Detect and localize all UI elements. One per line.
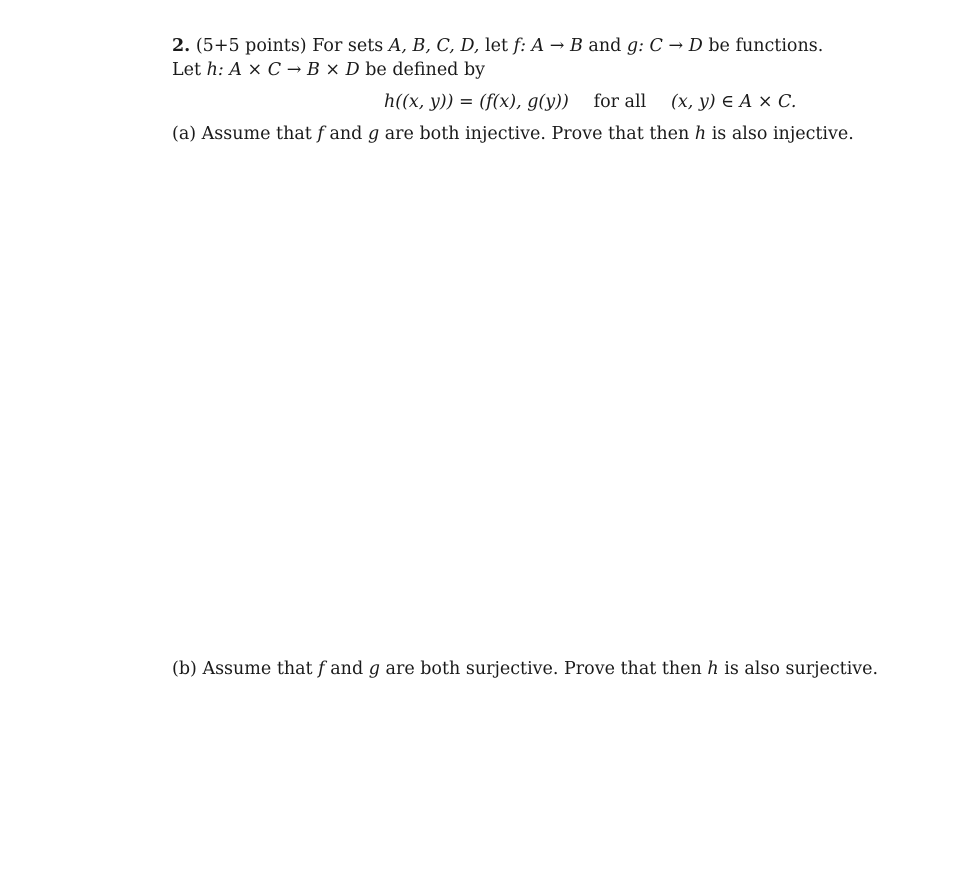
g-map: : C → D bbox=[638, 36, 703, 56]
formula: h((x, y)) = (f(x), g(y)) bbox=[384, 92, 569, 112]
part-b-g: g bbox=[368, 659, 380, 679]
part-b-h: h bbox=[707, 659, 719, 679]
h-map: : A × C → B × D bbox=[217, 60, 360, 80]
problem-number: 2. bbox=[172, 36, 191, 56]
formula-for-all: for all bbox=[593, 92, 647, 112]
problem-points: (5+5 points) bbox=[195, 36, 307, 56]
problem-intro: For sets bbox=[312, 36, 384, 56]
defined-by: be defined by bbox=[365, 60, 486, 80]
part-b bbox=[172, 658, 878, 680]
line2-let: Let bbox=[172, 60, 202, 80]
part-a-f: f bbox=[317, 124, 324, 144]
part-a-label: (a) bbox=[172, 124, 197, 144]
part-b-label: (b) bbox=[172, 659, 197, 679]
part-b-text-2: are both surjective. Prove that then bbox=[385, 659, 702, 679]
part-a-g: g bbox=[367, 124, 380, 144]
problem-header-line-2 bbox=[172, 59, 485, 81]
problem-let: let bbox=[485, 36, 508, 56]
formula-domain: (x, y) ∈ A × C. bbox=[671, 92, 797, 112]
part-b-f: f bbox=[318, 659, 325, 679]
part-a-and: and bbox=[329, 124, 363, 144]
problem-and: and bbox=[588, 36, 622, 56]
part-b-and: and bbox=[330, 659, 364, 679]
f-map: : A → B bbox=[520, 36, 583, 56]
part-a-text-2: are both injective. Prove that then bbox=[384, 124, 690, 144]
part-a bbox=[172, 123, 854, 145]
h-name: h bbox=[206, 60, 218, 80]
g-name: g bbox=[626, 36, 639, 56]
part-a-h: h bbox=[694, 124, 707, 144]
be-functions: be functions. bbox=[708, 36, 824, 56]
part-a-text-1: Assume that bbox=[201, 124, 312, 144]
f-name: f bbox=[513, 36, 521, 56]
problem-header-line-1 bbox=[172, 35, 823, 57]
formula-line bbox=[384, 91, 796, 113]
part-b-text-3: is also surjective. bbox=[724, 659, 879, 679]
part-a-text-3: is also injective. bbox=[711, 124, 854, 144]
part-b-text-1: Assume that bbox=[202, 659, 313, 679]
problem-sets: A, B, C, D, bbox=[388, 36, 480, 56]
